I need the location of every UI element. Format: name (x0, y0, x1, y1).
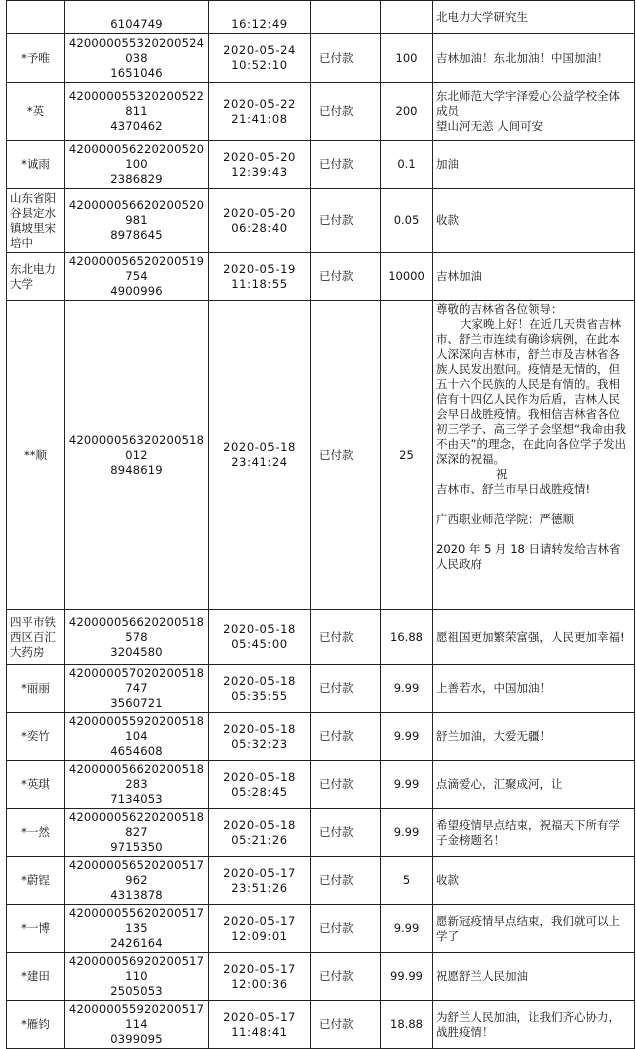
order-number: 6104749 (65, 1, 209, 34)
payment-time: 16:12:49 (209, 1, 311, 34)
payment-status: 已付款 (311, 301, 381, 610)
donor-message: 东北师范大学宇泽爱心公益学校全体成员 望山河无恙 人间可安 (433, 83, 635, 141)
donor-name: *雁钧 (7, 1001, 65, 1049)
table-row (7, 857, 635, 905)
donation-amount: 0.05 (381, 189, 433, 253)
payment-time: 2020-05-17 11:48:41 (209, 1001, 311, 1049)
payment-status: 已付款 (311, 665, 381, 713)
order-number: 420000055320200522811 4370462 (65, 83, 209, 141)
donation-amount: 9.99 (381, 713, 433, 761)
table-row (7, 761, 635, 809)
donor-message: 愿祖国更加繁荣富强，人民更加幸福! (433, 610, 635, 665)
donor-name: *一然 (7, 809, 65, 857)
donor-name: 山东省阳谷县定水镇坡里宋培中 (7, 189, 65, 253)
order-number: 420000056620200518578 3204580 (65, 610, 209, 665)
table-row (7, 141, 635, 189)
payment-time: 2020-05-18 05:35:55 (209, 665, 311, 713)
payment-time: 2020-05-17 12:09:01 (209, 905, 311, 953)
table-row (7, 953, 635, 1001)
table-row (7, 189, 635, 253)
table-row (7, 713, 635, 761)
letter-signature: 广西职业师范学院：严德顺 (436, 512, 574, 526)
donor-message: 为舒兰人民加油，让我们齐心协力，战胜疫情！ (433, 1001, 635, 1049)
donation-amount: 99.99 (381, 953, 433, 1001)
order-number: 420000056520200519754 4900996 (65, 253, 209, 301)
donor-message (433, 301, 635, 610)
table-row (7, 665, 635, 713)
order-number: 420000055920200518104 4654608 (65, 713, 209, 761)
table-row (7, 253, 635, 301)
donor-message: 舒兰加油，大爱无疆！ (433, 713, 635, 761)
donor-name: 东北电力大学 (7, 253, 65, 301)
donor-message: 祝愿舒兰人民加油 (433, 953, 635, 1001)
payment-status: 已付款 (311, 857, 381, 905)
donation-amount: 100 (381, 34, 433, 83)
donor-message: 吉林加油 (433, 253, 635, 301)
donor-name (7, 1, 65, 34)
donor-name: *建田 (7, 953, 65, 1001)
donor-letter (436, 302, 631, 572)
order-number: 420000055620200517135 2426164 (65, 905, 209, 953)
table-row (7, 809, 635, 857)
donor-name: *诚雨 (7, 141, 65, 189)
payment-status: 已付款 (311, 761, 381, 809)
letter-zhu: 祝 (496, 467, 508, 481)
donation-amount (381, 1, 433, 34)
order-number: 420000055920200517114 0399095 (65, 1001, 209, 1049)
table-row (7, 301, 635, 610)
donor-name: 四平市铁西区百汇大药房 (7, 610, 65, 665)
donor-name: *予唯 (7, 34, 65, 83)
donor-name: *英 (7, 83, 65, 141)
payment-time: 2020-05-18 05:45:00 (209, 610, 311, 665)
payment-status: 已付款 (311, 809, 381, 857)
payment-time: 2020-05-18 23:41:24 (209, 301, 311, 610)
payment-time: 2020-05-24 10:52:10 (209, 34, 311, 83)
donor-name: *丽丽 (7, 665, 65, 713)
payment-time: 2020-05-20 12:39:43 (209, 141, 311, 189)
payment-time: 2020-05-18 05:28:45 (209, 761, 311, 809)
table-row (7, 83, 635, 141)
order-number: 420000056320200518012 8948619 (65, 301, 209, 610)
donor-message: 收款 (433, 857, 635, 905)
order-number: 420000056220200520100 2386829 (65, 141, 209, 189)
payment-time: 2020-05-19 11:18:55 (209, 253, 311, 301)
donor-message: 希望疫情早点结束，祝福天下所有学子金榜题名！ (433, 809, 635, 857)
donation-table (6, 0, 635, 1049)
donation-amount: 9.99 (381, 761, 433, 809)
donor-message: 愿新冠疫情早点结束，我们就可以上学了 (433, 905, 635, 953)
donor-message: 点滴爱心，汇聚成河，让 (433, 761, 635, 809)
donation-amount: 9.99 (381, 905, 433, 953)
donor-name: *英琪 (7, 761, 65, 809)
order-number: 420000056520200517962 4313878 (65, 857, 209, 905)
donor-message: 收款 (433, 189, 635, 253)
order-number: 420000056620200520981 8978645 (65, 189, 209, 253)
payment-status: 已付款 (311, 141, 381, 189)
donor-name: *蔚锃 (7, 857, 65, 905)
table-row (7, 905, 635, 953)
donation-amount: 200 (381, 83, 433, 141)
donor-message: 北电力大学研究生 (433, 1, 635, 34)
payment-status: 已付款 (311, 953, 381, 1001)
table-row (7, 34, 635, 83)
payment-status (311, 1, 381, 34)
payment-time: 2020-05-18 05:32:23 (209, 713, 311, 761)
donor-message: 吉林加油！东北加油！中国加油！ (433, 34, 635, 83)
letter-body: 大家晚上好！在近几天贵省吉林市、舒兰市连续有确诊病例，在此本人深深向吉林市，舒兰市及吉林省各族人民发出慰问。疫情是无情的，但五十六个民族的人民是有情的。我相信有十四亿人民作为后盾，吉林人民会早日战胜疫情。我相信吉林省各位初三学子、高三学子会坚想“我命由我不由天”的理念，在此向各位学子发出深深的祝福。 (436, 317, 626, 466)
payment-time: 2020-05-18 05:21:26 (209, 809, 311, 857)
donation-amount: 9.99 (381, 665, 433, 713)
order-number: 420000056220200518827 9715350 (65, 809, 209, 857)
table-row (7, 1001, 635, 1049)
payment-status: 已付款 (311, 713, 381, 761)
payment-status: 已付款 (311, 905, 381, 953)
payment-status: 已付款 (311, 1001, 381, 1049)
order-number: 420000057020200518747 3560721 (65, 665, 209, 713)
donation-amount: 16.88 (381, 610, 433, 665)
payment-time: 2020-05-20 06:28:40 (209, 189, 311, 253)
payment-status: 已付款 (311, 34, 381, 83)
donation-amount: 5 (381, 857, 433, 905)
donor-message: 加油 (433, 141, 635, 189)
letter-greeting: 尊敬的吉林省各位领导： (436, 302, 563, 316)
payment-time: 2020-05-22 21:41:08 (209, 83, 311, 141)
payment-status: 已付款 (311, 253, 381, 301)
donor-name: **顺 (7, 301, 65, 610)
letter-footer: 2020 年 5 月 18 日请转发给吉林省人民政府 (436, 542, 621, 571)
table-row (7, 610, 635, 665)
table-row (7, 1, 635, 34)
payment-time: 2020-05-17 12:00:36 (209, 953, 311, 1001)
payment-status: 已付款 (311, 83, 381, 141)
donation-amount: 25 (381, 301, 433, 610)
payment-status: 已付款 (311, 610, 381, 665)
letter-wish: 吉林市、舒兰市早日战胜疫情! (436, 482, 591, 496)
donation-amount: 0.1 (381, 141, 433, 189)
payment-status: 已付款 (311, 189, 381, 253)
donor-name: *一博 (7, 905, 65, 953)
donor-message: 上善若水，中国加油！ (433, 665, 635, 713)
payment-time: 2020-05-17 23:51:26 (209, 857, 311, 905)
order-number: 420000055320200524038 1651046 (65, 34, 209, 83)
donation-amount: 18.88 (381, 1001, 433, 1049)
donation-amount: 10000 (381, 253, 433, 301)
order-number: 420000056620200518283 7134053 (65, 761, 209, 809)
order-number: 420000056920200517110 2505053 (65, 953, 209, 1001)
donor-name: *奕竹 (7, 713, 65, 761)
donation-amount: 9.99 (381, 809, 433, 857)
